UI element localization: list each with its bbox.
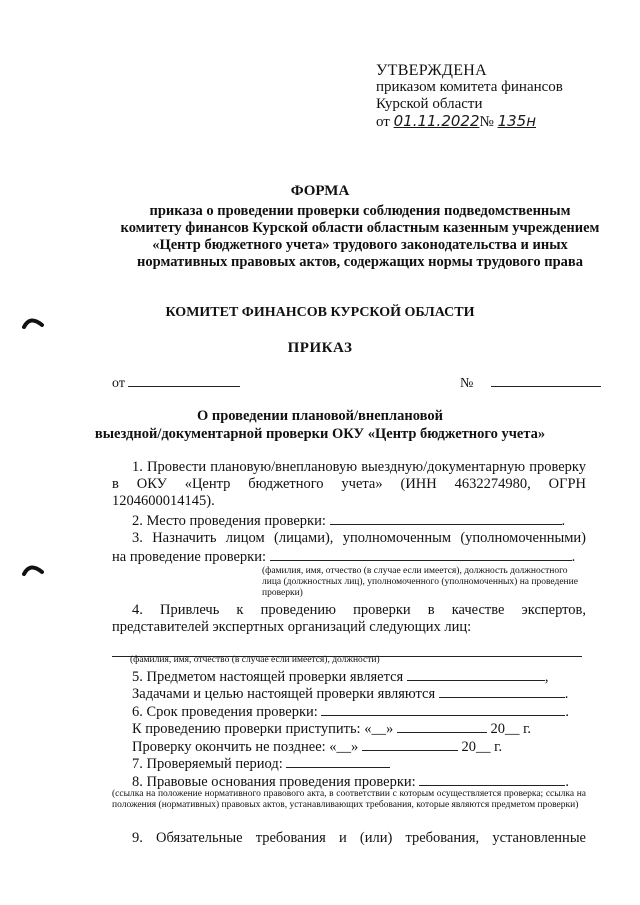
order-date-number-row bbox=[112, 373, 612, 392]
date-blank[interactable] bbox=[128, 373, 240, 387]
item-7-blank[interactable] bbox=[286, 754, 390, 768]
item-3-note: (фамилия, имя, отчество (в случае если имеется), должность должностного лица (должностных лиц), уполномоченного (уполномоченных) на проведение проверки) bbox=[262, 566, 578, 598]
approval-line2: Курской области bbox=[376, 96, 483, 112]
item-3-line2: на проведение проверки: . bbox=[112, 549, 576, 565]
approval-date-prefix: от bbox=[376, 114, 390, 130]
item-6-end-label: Проверку окончить не позднее: «__» bbox=[132, 739, 359, 755]
order-heading-line2: выездной/документарной проверки ОКУ «Центр бюджетного учета» bbox=[94, 426, 546, 442]
item-8-blank[interactable] bbox=[419, 772, 565, 786]
committee-name: КОМИТЕТ ФИНАНСОВ КУРСКОЙ ОБЛАСТИ bbox=[165, 305, 475, 320]
item-6-blank[interactable] bbox=[321, 702, 565, 716]
approval-status: УТВЕРЖДЕНА bbox=[376, 62, 488, 79]
item-4: 4. Привлечь к проведению проверки в качестве экспертов, представителей экспертных организаций следующих лиц: bbox=[112, 602, 586, 635]
number-field bbox=[460, 373, 601, 392]
approval-number-sign: № bbox=[479, 114, 494, 130]
item-5-tasks-label: Задачами и целью настоящей проверки являются bbox=[132, 686, 436, 702]
item-5-blank[interactable] bbox=[407, 667, 545, 681]
item-6: 6. Срок проведения проверки: . bbox=[132, 704, 570, 720]
item-1: 1. Провести плановую/внеплановую выездную/документарную проверку в ОКУ «Центр бюджетного учета» (ИНН 4632274980, ОГРН 1204600014145). bbox=[112, 459, 586, 509]
item-5-label: 5. Предметом настоящей проверки является bbox=[132, 669, 404, 685]
approval-number-handwritten: 135н bbox=[497, 112, 536, 130]
number-label: № bbox=[460, 376, 474, 391]
item-4-note: (фамилия, имя, отчество (в случае если имеется), должности) bbox=[130, 655, 380, 665]
margin-mark-icon bbox=[22, 562, 44, 576]
item-5-tasks: Задачами и целью настоящей проверки являются . bbox=[132, 686, 569, 702]
item-6-end-month-blank[interactable] bbox=[362, 737, 458, 751]
item-6-end-year: 20__ bbox=[461, 739, 491, 755]
item-6-start-label: К проведению проверки приступить: «__» bbox=[132, 721, 394, 737]
item-6-end-year-suffix: г. bbox=[494, 739, 503, 755]
item-7 bbox=[112, 754, 586, 773]
approval-line1: приказом комитета финансов bbox=[376, 79, 563, 95]
item-6-start-month-blank[interactable] bbox=[397, 719, 487, 733]
item-3-blank[interactable] bbox=[270, 547, 572, 561]
item-2-blank[interactable] bbox=[330, 511, 562, 525]
item-6-start-year: 20__ bbox=[490, 721, 520, 737]
item-9: 9. Обязательные требования и (или) требования, установленные bbox=[132, 830, 586, 846]
item-2: 2. Место проведения проверки: . bbox=[132, 513, 566, 529]
order-title: ПРИКАЗ bbox=[287, 340, 353, 356]
item-7-label: 7. Проверяемый период: bbox=[132, 756, 283, 772]
form-subtitle: приказа о проведении проверки соблюдения подведомственным комитету финансов Курской области областным казенным учреждением «Центр бюджетного учета» трудового законодательства и иных нормативных правовых актов, содержащих нормы трудового права bbox=[120, 203, 600, 270]
item-5: 5. Предметом настоящей проверки является , bbox=[132, 669, 549, 685]
item-5-tasks-blank[interactable] bbox=[439, 684, 565, 698]
item-6-start bbox=[112, 719, 586, 738]
item-3-label: на проведение проверки: bbox=[112, 549, 267, 565]
order-heading bbox=[0, 407, 640, 443]
number-blank[interactable] bbox=[491, 373, 601, 387]
approval-date-handwritten: 01.11.2022 bbox=[393, 112, 480, 130]
from-label: от bbox=[112, 376, 125, 391]
item-8-note: (ссылка на положение нормативного правового акта, в соответствии с которым осуществляется проверка; ссылка на положения (нормативных) правовых актов, устанавливающих требования, которые являются предметом проверки) bbox=[112, 789, 586, 810]
approval-date-line bbox=[376, 113, 563, 131]
form-title: ФОРМА bbox=[290, 183, 350, 199]
item-2-label: 2. Место проведения проверки: bbox=[132, 513, 326, 529]
item-8: 8. Правовые основания проведения проверки: . bbox=[132, 774, 569, 790]
order-heading-line1: О проведении плановой/внеплановой bbox=[196, 408, 444, 424]
approval-block bbox=[376, 62, 563, 131]
item-6-label: 6. Срок проведения проверки: bbox=[132, 704, 318, 720]
item-8-label: 8. Правовые основания проведения проверки: bbox=[132, 774, 416, 790]
item-6-start-year-suffix: г. bbox=[523, 721, 532, 737]
item-3-line1: 3. Назначить лицом (лицами), уполномоченным (уполномоченными) bbox=[132, 530, 586, 546]
